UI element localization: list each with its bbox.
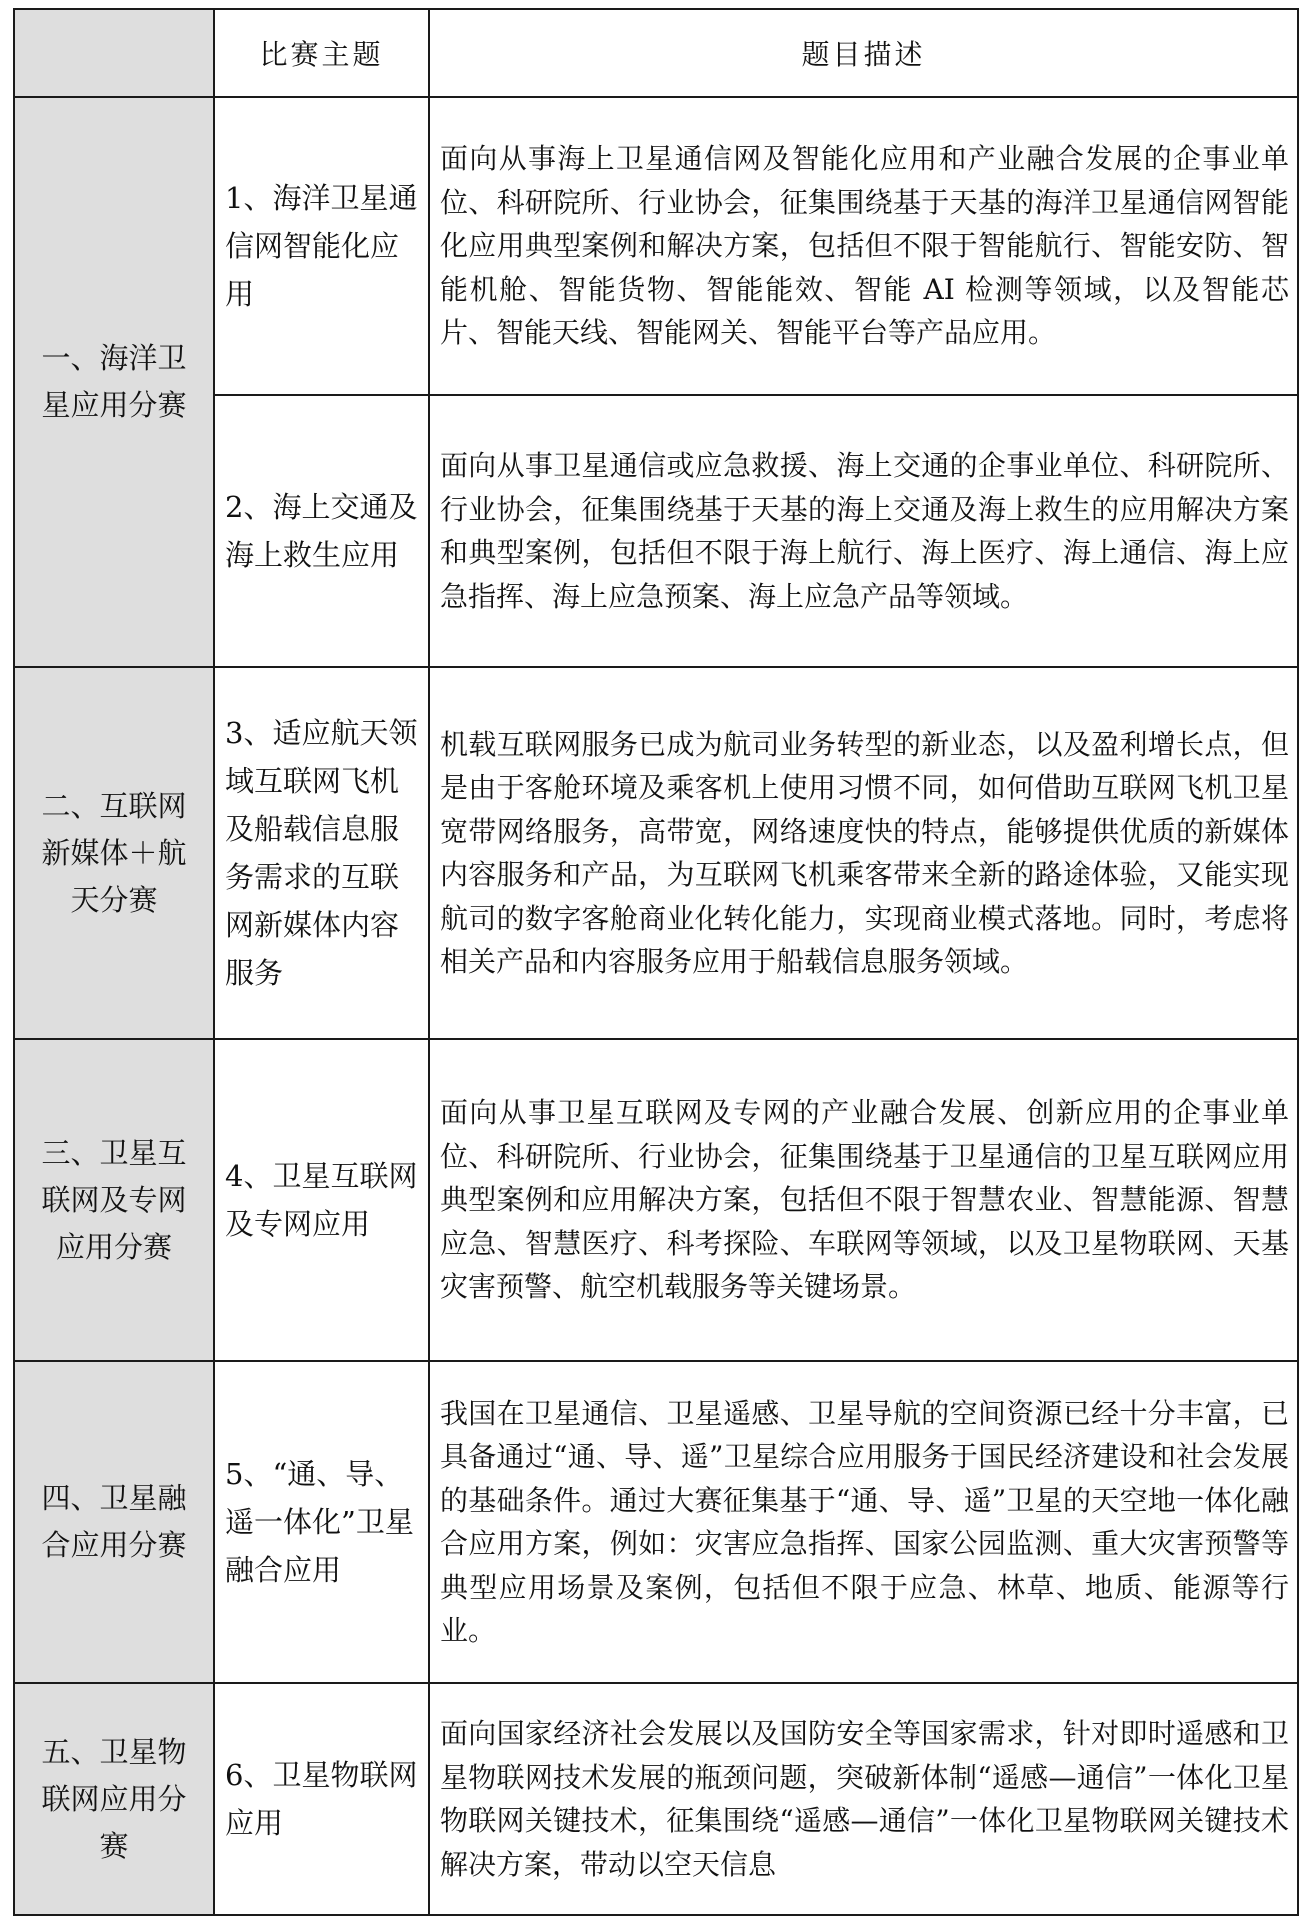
table-header-row — [14, 9, 1298, 97]
category-cell: 二、互联网新媒体＋航天分赛 — [14, 667, 214, 1039]
description-cell: 机载互联网服务已成为航司业务转型的新业态，以及盈利增长点，但是由于客舱环境及乘客机上使用习惯不同，如何借助互联网飞机卫星宽带网络服务，高带宽，网络速度快的特点，能够提供优质的新媒体内容服务和产品，为互联网飞机乘客带来全新的路途体验，又能实现航司的数字客舱商业化转化能力，实现商业模式落地。同时，考虑将相关产品和内容服务应用于船载信息服务领域。 — [429, 667, 1298, 1039]
topic-cell: 1、海洋卫星通信网智能化应用 — [214, 97, 429, 395]
header-topic: 比赛主题 — [214, 9, 429, 97]
description-cell: 面向从事海上卫星通信网及智能化应用和产业融合发展的企事业单位、科研院所、行业协会，征集围绕基于天基的海洋卫星通信网智能化应用典型案例和解决方案，包括但不限于智能航行、智能安防、智能机舱、智能货物、智能能效、智能 AI 检测等领域，以及智能芯片、智能天线、智能网关、智能平台等产品应用。 — [429, 97, 1298, 395]
topic-cell: 6、卫星物联网应用 — [214, 1683, 429, 1915]
topic-cell: 3、适应航天领域互联网飞机及船载信息服务需求的互联网新媒体内容服务 — [214, 667, 429, 1039]
header-description: 题目描述 — [429, 9, 1298, 97]
topic-cell: 5、“通、导、遥一体化”卫星融合应用 — [214, 1361, 429, 1683]
category-cell: 三、卫星互联网及专网应用分赛 — [14, 1039, 214, 1361]
description-cell: 面向从事卫星通信或应急救援、海上交通的企事业单位、科研院所、行业协会，征集围绕基于天基的海上交通及海上救生的应用解决方案和典型案例，包括但不限于海上航行、海上医疗、海上通信、海上应急指挥、海上应急预案、海上应急产品等领域。 — [429, 395, 1298, 667]
description-cell: 我国在卫星通信、卫星遥感、卫星导航的空间资源已经十分丰富，已具备通过“通、导、遥”卫星综合应用服务于国民经济建设和社会发展的基础条件。通过大赛征集基于“通、导、遥”卫星的天空地一体化融合应用方案，例如：灾害应急指挥、国家公园监测、重大灾害预警等典型应用场景及案例，包括但不限于应急、林草、地质、能源等行业。 — [429, 1361, 1298, 1683]
topic-cell: 2、海上交通及海上救生应用 — [214, 395, 429, 667]
category-cell: 四、卫星融合应用分赛 — [14, 1361, 214, 1683]
description-cell: 面向从事卫星互联网及专网的产业融合发展、创新应用的企事业单位、科研院所、行业协会，征集围绕基于卫星通信的卫星互联网应用典型案例和应用解决方案，包括但不限于智慧农业、智慧能源、智慧应急、智慧医疗、科考探险、车联网等领域，以及卫星物联网、天基灾害预警、航空机载服务等关键场景。 — [429, 1039, 1298, 1361]
table-row — [14, 1361, 1298, 1683]
table-row — [14, 97, 1298, 395]
category-cell: 一、海洋卫星应用分赛 — [14, 97, 214, 667]
topic-cell: 4、卫星互联网及专网应用 — [214, 1039, 429, 1361]
table-row — [14, 1683, 1298, 1915]
category-cell: 五、卫星物联网应用分赛 — [14, 1683, 214, 1915]
table-row — [14, 667, 1298, 1039]
contest-topics-table — [13, 8, 1299, 1916]
table-row — [14, 1039, 1298, 1361]
header-corner-cell — [14, 9, 214, 97]
description-cell: 面向国家经济社会发展以及国防安全等国家需求，针对即时遥感和卫星物联网技术发展的瓶颈问题，突破新体制“遥感—通信”一体化卫星物联网关键技术，征集围绕“遥感—通信”一体化卫星物联网关键技术解决方案，带动以空天信息 — [429, 1683, 1298, 1915]
